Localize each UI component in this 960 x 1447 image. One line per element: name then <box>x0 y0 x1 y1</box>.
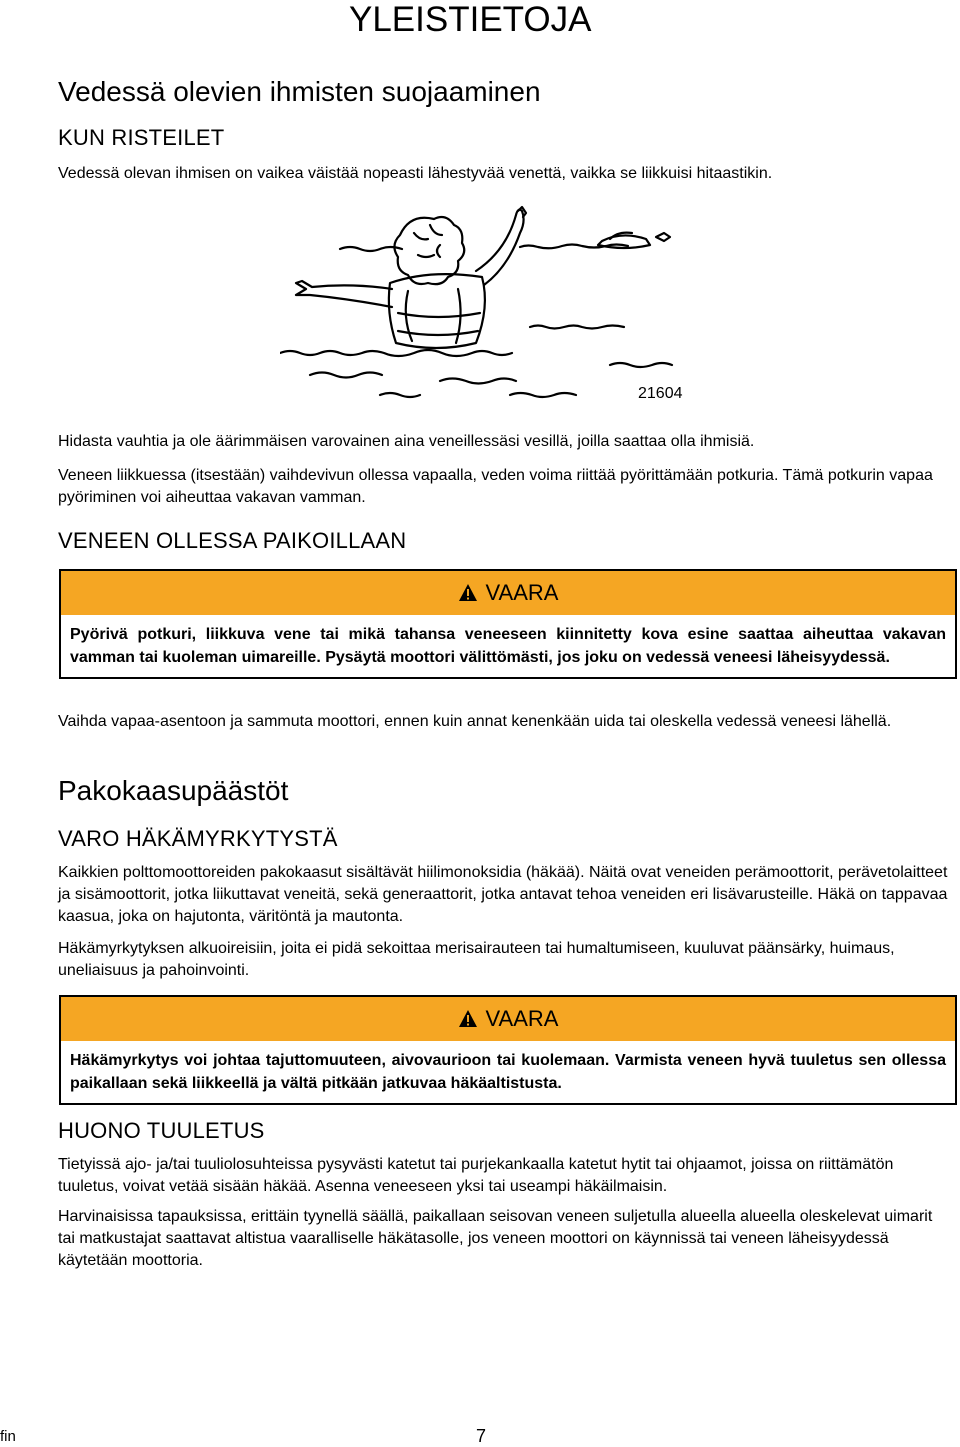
paragraph-propeller-spin: Veneen liikkuessa (itsestään) vaihdevivun ollessa vapaalla, veden voima riittää pyörittämään potkuria. Tämä potkurin vapaa pyöriminen voi aiheuttaa vakavan vamman. <box>58 467 933 506</box>
warning-text: Pyörivä potkuri, liikkuva vene tai mikä tahansa veneeseen kiinnitetty kova esine saattaa aiheuttaa vakavan vamman tai kuoleman uimareille. Pysäytä moottori välittömästi, jos joku on vedessä veneesi läheisyydessä. <box>70 626 946 666</box>
section-heading-protect-people: Vedessä olevien ihmisten suojaaminen <box>58 76 541 107</box>
subheading-co-poisoning: VARO HÄKÄMYRKYTYSTÄ <box>58 826 338 851</box>
paragraph-ventilation: Tietyissä ajo- ja/tai tuuliolosuhteissa pysyvästi katetut tai purjekankaalla katetut hytit tai ohjaamot, joissa on riittämätön tuuletus, voivat vetää sisään häkää. Asenna veneeseen yksi tai useampi häkäilmaisin. <box>58 1156 894 1195</box>
paragraph-neutral-shutoff: Vaihda vapaa-asentoon ja sammuta moottori, ennen kuin annat kenenkään uida tai oleskella vedessä veneesi lähellä. <box>58 713 892 730</box>
warning-header <box>61 997 955 1041</box>
warning-text: Häkämyrkytys voi johtaa tajuttomuuteen, aivovaurioon tai kuolemaan. Varmista veneen hyvä tuuletus sen ollessa paikallaan sekä liikkeellä ja vältä pitkään jatkuvaa häkäaltistusta. <box>70 1052 946 1092</box>
warning-box-co <box>59 995 957 1105</box>
swimmer-illustration <box>280 205 700 405</box>
warning-label: VAARA <box>485 1006 559 1031</box>
footer-language: fin <box>0 1428 16 1445</box>
warning-box-propeller <box>59 569 957 679</box>
section-heading-exhaust: Pakokaasupäästöt <box>58 775 289 806</box>
figure-id: 21604 <box>638 385 683 402</box>
footer-page-number: 7 <box>476 1426 487 1446</box>
warning-label: VAARA <box>485 580 559 605</box>
warning-header <box>61 571 955 615</box>
subheading-poor-ventilation: HUONO TUULETUS <box>58 1118 265 1143</box>
paragraph-symptoms: Häkämyrkytyksen alkuoireisiin, joita ei pidä sekoittaa merisairauteen tai humaltumiseen, kuuluvat päänsärky, huimaus, uneliaisuus ja pahoinvointi. <box>58 940 895 979</box>
paragraph-slow-down: Hidasta vauhtia ja ole äärimmäisen varovainen aina veneillessäsi vesillä, joilla saattaa olla ihmisiä. <box>58 433 755 450</box>
page-header-title: YLEISTIETOJA <box>349 0 592 39</box>
paragraph-exhaust-info: Kaikkien polttomoottoreiden pakokaasut sisältävät hiilimonoksidia (häkää). Näitä ovat veneiden perämoottorit, perävetolaitteet ja sisämoottorit, jotka liikuttavat veneitä, sekä generaattorit, jotka antavat tehoa veneiden eri lisävarusteille. Häkä on tappavaa kaasua, joka on hajutonta, väritöntä ja mautonta. <box>58 864 948 925</box>
paragraph-calm-weather: Harvinaisissa tapauksissa, erittäin tyynellä säällä, paikallaan seisovan veneen suljetulla alueella alueella oleskelevat uimarit tai matkustajat saattavat altistua vaaralliselle häkätasolle, jos veneen moottori on käynnissä tai veneen läheisyydessä käytetään moottoria. <box>58 1208 933 1269</box>
subheading-stationary: VENEEN OLLESSA PAIKOILLAAN <box>58 528 407 553</box>
subheading-cruising: KUN RISTEILET <box>58 125 225 150</box>
warning-triangle-icon <box>458 583 478 603</box>
paragraph-cruising-intro: Vedessä olevan ihmisen on vaikea väistää nopeasti lähestyvää venettä, vaikka se liikkuisi hitaastikin. <box>58 165 773 182</box>
warning-triangle-icon <box>458 1009 478 1029</box>
